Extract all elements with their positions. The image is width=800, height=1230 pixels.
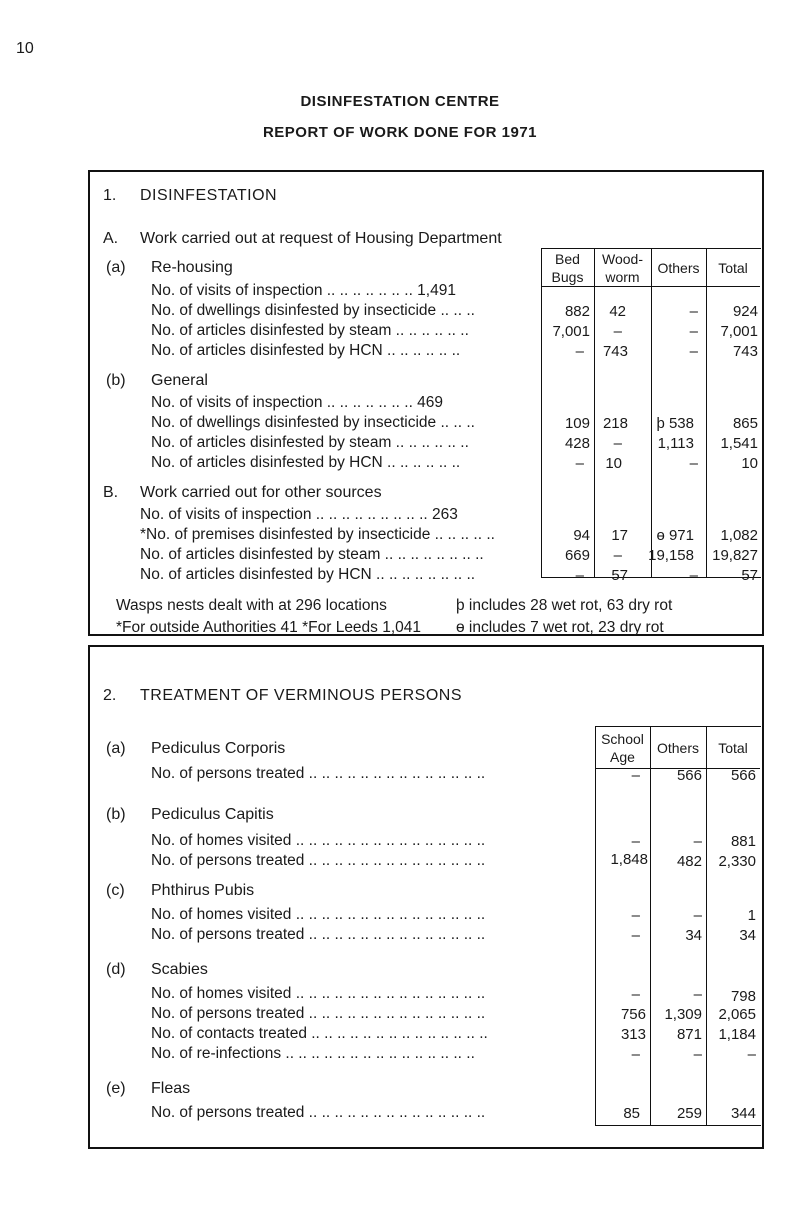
group-letter: (d): [106, 961, 126, 978]
cell-value: 1,113: [657, 435, 694, 452]
page-number: 10: [16, 40, 34, 57]
cell-value: –: [631, 1046, 640, 1063]
cell-value: –: [693, 833, 702, 850]
row-label: No. of articles disinfested by HCN .. .. .. .. .. ..: [151, 342, 461, 359]
cell-value: 34: [739, 927, 756, 944]
cell-value: 669: [564, 547, 590, 564]
cell-value: 57: [741, 567, 758, 584]
cell-value: –: [689, 567, 698, 584]
cell-value: 566: [676, 767, 702, 784]
cell-value: 10: [605, 455, 622, 472]
row-label: *No. of premises disinfested by insecticide .. .. .. .. ..: [140, 526, 495, 543]
cell-value: 94: [573, 527, 590, 544]
subsection-b-letter: B.: [103, 484, 119, 501]
cell-value: 218: [602, 415, 628, 432]
row-label: No. of re-infections .. .. .. .. .. .. .. .. .. .. .. .. .. .. ..: [151, 1045, 475, 1062]
cell-value: –: [689, 303, 698, 320]
cell-value: 19,827: [712, 547, 758, 564]
row-label: No. of articles disinfested by steam .. .. .. .. .. ..: [151, 434, 469, 451]
row-label: No. of dwellings disinfested by insecticide .. .. ..: [151, 414, 475, 431]
cell-value: 259: [676, 1105, 702, 1122]
cell-value: –: [575, 455, 584, 472]
cell-value: –: [631, 986, 640, 1003]
cell-value: –: [689, 343, 698, 360]
cell-value: 871: [676, 1026, 702, 1043]
col-header-bed-bugs: Bed Bugs: [551, 251, 584, 285]
cell-value: –: [693, 907, 702, 924]
cell-value: 7,001: [720, 323, 758, 340]
cell-value: 19,158: [648, 547, 694, 564]
subsection-b-heading: Work carried out for other sources: [140, 484, 382, 501]
cell-value: 57: [611, 567, 628, 584]
row-label: No. of articles disinfested by steam .. .. .. .. .. ..: [151, 322, 469, 339]
cell-value: 7,001: [552, 323, 590, 340]
subsection-a-letter: A.: [103, 230, 119, 247]
page-title: DISINFESTATION CENTRE: [300, 93, 500, 110]
cell-value: –: [631, 767, 640, 784]
row-label: No. of persons treated .. .. .. .. .. .. .. .. .. .. .. .. .. ..: [151, 1005, 486, 1022]
cell-value: 881: [730, 833, 756, 850]
note-b-symbol: ϸ includes 28 wet rot, 63 dry rot: [456, 597, 673, 614]
cell-value: 2,065: [718, 1006, 756, 1023]
cell-value: 482: [676, 853, 702, 870]
col-header-total: Total: [718, 260, 748, 276]
group-a-letter: (a): [106, 259, 126, 276]
section1-number: 1.: [103, 187, 117, 204]
cell-value: 882: [564, 303, 590, 320]
section1-heading: DISINFESTATION: [140, 187, 278, 204]
row-label: No. of articles disinfested by HCN .. .. .. .. .. ..: [151, 454, 461, 471]
cell-value: 798: [730, 988, 756, 1005]
group-b-letter: (b): [106, 372, 126, 389]
cell-value: –: [613, 323, 622, 340]
row-label: No. of articles disinfested by steam .. .. .. .. .. .. .. ..: [140, 546, 484, 563]
row-label: No. of persons treated .. .. .. .. .. .. .. .. .. .. .. .. .. ..: [151, 765, 486, 782]
col-header-total: Total: [718, 740, 748, 756]
row-label: No. of persons treated .. .. .. .. .. .. .. .. .. .. .. .. .. ..: [151, 852, 486, 869]
note-e-symbol: ɵ includes 7 wet rot, 23 dry rot: [456, 619, 664, 636]
group-b-visits: No. of visits of inspection .. .. .. .. .. .. .. 469: [151, 394, 444, 411]
subsection-a-heading: Work carried out at request of Housing Department: [140, 230, 502, 247]
row-label: No. of persons treated .. .. .. .. .. .. .. .. .. .. .. .. .. ..: [151, 1104, 486, 1121]
row-label: No. of contacts treated .. .. .. .. .. .. .. .. .. .. .. .. .. ..: [151, 1025, 488, 1042]
group-letter: (c): [106, 882, 125, 899]
col-header-woodworm: Wood- worm: [602, 251, 643, 285]
note-authorities: *For outside Authorities 41 *For Leeds 1,041: [116, 619, 422, 636]
cell-value: 10: [741, 455, 758, 472]
col-header-school-age: School Age: [601, 731, 644, 765]
group-heading: Scabies: [151, 961, 208, 978]
row-label: No. of articles disinfested by HCN .. .. .. .. .. .. .. ..: [140, 566, 476, 583]
row-label: No. of homes visited .. .. .. .. .. .. .. .. .. .. .. .. .. .. ..: [151, 906, 486, 923]
page-subtitle: REPORT OF WORK DONE FOR 1971: [262, 124, 538, 141]
group-a-visits: No. of visits of inspection .. .. .. .. .. .. .. 1,491: [151, 282, 456, 299]
cell-value: 924: [732, 303, 758, 320]
col-header-others: Others: [656, 740, 699, 756]
row-label: No. of persons treated .. .. .. .. .. .. .. .. .. .. .. .. .. ..: [151, 926, 486, 943]
cell-value: 344: [730, 1105, 756, 1122]
group-letter: (a): [106, 740, 126, 757]
group-heading: Pediculus Capitis: [151, 806, 274, 823]
cell-value: ɵ 971: [656, 527, 694, 544]
cell-value: 42: [609, 303, 626, 320]
cell-value: 1,541: [720, 435, 758, 452]
cell-value: –: [575, 343, 584, 360]
group-heading: Pediculus Corporis: [151, 740, 286, 757]
cell-value: 1: [747, 907, 756, 924]
cell-value: 85: [623, 1105, 640, 1122]
cell-value: 566: [730, 767, 756, 784]
group-letter: (b): [106, 806, 126, 823]
subsection-b-visits: No. of visits of inspection .. .. .. .. .. .. .. .. .. 263: [140, 506, 458, 523]
cell-value: 1,309: [664, 1006, 702, 1023]
row-label: No. of homes visited .. .. .. .. .. .. .. .. .. .. .. .. .. .. ..: [151, 985, 486, 1002]
cell-value: –: [747, 1046, 756, 1063]
cell-value: –: [575, 567, 584, 584]
cell-value: 1,082: [720, 527, 758, 544]
cell-value: 1,848: [610, 851, 648, 868]
cell-value: –: [631, 927, 640, 944]
cell-value: 865: [732, 415, 758, 432]
row-label: No. of homes visited .. .. .. .. .. .. .. .. .. .. .. .. .. .. ..: [151, 832, 486, 849]
cell-value: 428: [564, 435, 590, 452]
cell-value: 743: [602, 343, 628, 360]
section2-number: 2.: [103, 687, 117, 704]
cell-value: 1,184: [718, 1026, 756, 1043]
row-label: No. of dwellings disinfested by insecticide .. .. ..: [151, 302, 475, 319]
cell-value: –: [631, 833, 640, 850]
cell-value: 313: [620, 1026, 646, 1043]
cell-value: –: [613, 547, 622, 564]
cell-value: ϸ 538: [656, 415, 694, 432]
cell-value: –: [693, 986, 702, 1003]
col-header-others: Others: [657, 260, 700, 276]
cell-value: 756: [620, 1006, 646, 1023]
group-a-heading: Re-housing: [151, 259, 233, 276]
cell-value: –: [693, 1046, 702, 1063]
group-heading: Fleas: [151, 1080, 191, 1097]
group-b-heading: General: [151, 372, 208, 389]
group-heading: Phthirus Pubis: [151, 882, 255, 899]
cell-value: 743: [732, 343, 758, 360]
cell-value: –: [689, 323, 698, 340]
cell-value: 2,330: [718, 853, 756, 870]
cell-value: –: [631, 907, 640, 924]
section2-heading: TREATMENT OF VERMINOUS PERSONS: [140, 687, 462, 704]
cell-value: 109: [564, 415, 590, 432]
group-letter: (e): [106, 1080, 126, 1097]
note-wasps: Wasps nests dealt with at 296 locations: [116, 597, 387, 614]
cell-value: 34: [685, 927, 702, 944]
cell-value: 17: [611, 527, 628, 544]
cell-value: –: [689, 455, 698, 472]
cell-value: –: [613, 435, 622, 452]
